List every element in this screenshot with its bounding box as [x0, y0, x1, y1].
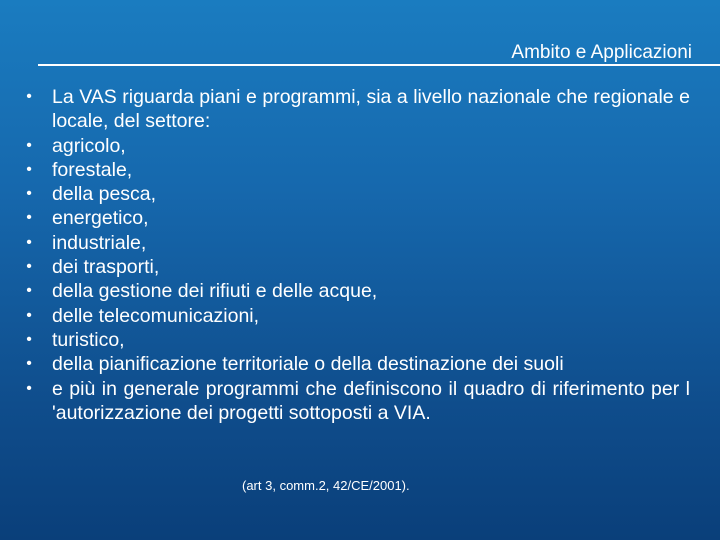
bullet-icon: • — [26, 160, 32, 178]
bullet-item — [22, 328, 690, 352]
bullet-text: della pianificazione territoriale o della destinazione dei suoli — [52, 353, 564, 376]
bullet-item — [22, 377, 690, 426]
bullet-list — [22, 85, 690, 425]
bullet-item — [22, 85, 690, 134]
bullet-text: industriale, — [52, 231, 147, 254]
bullet-text: dei trasporti, — [52, 256, 160, 279]
bullet-item — [22, 158, 690, 182]
bullet-text: forestale, — [52, 158, 133, 181]
bullet-item — [22, 255, 690, 279]
bullet-icon: • — [26, 282, 32, 300]
bullet-icon: • — [26, 306, 32, 324]
bullet-icon: • — [26, 379, 32, 397]
bullet-item — [22, 182, 690, 206]
bullet-icon: • — [26, 233, 32, 251]
bullet-item — [22, 231, 690, 255]
bullet-text: della gestione dei rifiuti e delle acque, — [52, 280, 378, 303]
bullet-icon: • — [26, 136, 32, 154]
bullet-icon: • — [26, 209, 32, 227]
bullet-text: della pesca, — [52, 183, 157, 206]
bullet-icon: • — [26, 330, 32, 348]
bullet-text: energetico, — [52, 207, 149, 230]
bullet-text: e più in generale programmi che definiscono il quadro di riferimento per l 'autorizzazione dei progetti sottoposti a VIA. — [52, 377, 690, 424]
bullet-item — [22, 304, 690, 328]
bullet-item — [22, 352, 690, 376]
bullet-text: turistico, — [52, 328, 125, 351]
bullet-text: delle telecomunicazioni, — [52, 304, 260, 327]
bullet-icon: • — [26, 185, 32, 203]
bullet-icon: • — [26, 355, 32, 373]
bullet-item — [22, 134, 690, 158]
bullet-item — [22, 279, 690, 303]
slide-title: Ambito e Applicazioni — [511, 42, 692, 63]
bullet-text: agricolo, — [52, 134, 126, 157]
bullet-item — [22, 206, 690, 230]
bullet-text: La VAS riguarda piani e programmi, sia a livello nazionale che regionale e locale, del settore: — [52, 86, 690, 133]
bullet-icon: • — [26, 88, 32, 105]
source-citation: (art 3, comm.2, 42/CE/2001). — [242, 478, 410, 493]
title-bar — [38, 38, 720, 66]
bullet-icon: • — [26, 258, 32, 276]
